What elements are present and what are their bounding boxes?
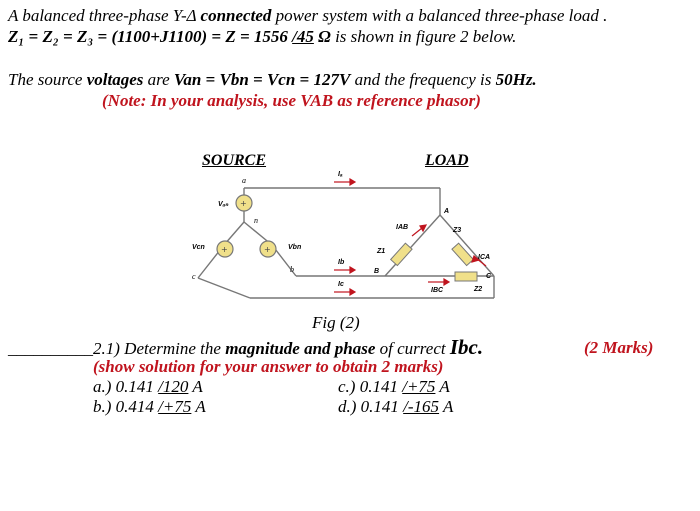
option-value: d.) 0.141 xyxy=(338,397,404,416)
impedance-z1 xyxy=(391,243,412,265)
source-title: SOURCE xyxy=(202,152,267,169)
option-unit: A xyxy=(188,377,203,396)
hint-text: (show solution for your answer to obtain 2 marks) xyxy=(93,357,444,376)
source-van xyxy=(236,195,252,211)
load-title: LOAD xyxy=(425,152,469,169)
ibc-label: IBC xyxy=(431,287,444,294)
intro-bold: connected xyxy=(200,6,272,25)
note-text: (Note: In your analysis, use VAB as reference phasor) xyxy=(102,91,481,110)
van-label: Vₐₙ xyxy=(218,201,229,208)
voltage-values: Van = Vbn = Vcn = 127V xyxy=(173,70,351,89)
answer-blank: __________ xyxy=(8,339,93,358)
figure-caption: Fig (2) xyxy=(312,313,360,332)
ic-label: Ic xyxy=(338,281,344,288)
z2-label: Z2 xyxy=(474,286,483,293)
option-angle: /+75 xyxy=(158,397,192,416)
question-text: of currect xyxy=(375,339,450,358)
impedance-text: Z₁ = Z₂ = Z₃ = (1100+J1100) = Z = 1556 xyxy=(8,27,293,46)
source-vbn xyxy=(260,241,276,257)
option-angle: /+75 xyxy=(402,377,436,396)
ia-label: Iₐ xyxy=(338,171,343,178)
intro-text: power system with a balanced three-phase load . xyxy=(271,6,608,25)
frequency-value: 50Hz. xyxy=(495,70,537,89)
delta-ab xyxy=(385,215,440,276)
marks-label: (2 Marks) xyxy=(584,338,654,357)
question-bold: magnitude and phase xyxy=(225,339,376,358)
option-unit: A xyxy=(435,377,450,396)
vbn-label: Vbn xyxy=(288,244,302,251)
option-angle: /120 xyxy=(158,377,189,396)
node-n-label: n xyxy=(254,216,258,225)
option-d[interactable] xyxy=(338,397,453,417)
option-value: a.) 0.141 xyxy=(93,377,159,396)
question-target: Ibc. xyxy=(449,335,484,359)
question-number: 2.1) xyxy=(93,339,120,358)
question-text: Determine the xyxy=(119,339,226,358)
option-value: b.) 0.414 xyxy=(93,397,159,416)
impedance-z2 xyxy=(455,272,477,281)
ohm-symbol: Ω xyxy=(313,27,331,46)
iab-label: IAB xyxy=(396,224,409,231)
z1-label: Z1 xyxy=(377,248,386,255)
intro-text: A balanced three-phase Y-Δ xyxy=(8,6,201,25)
node-b-label: b xyxy=(290,265,294,274)
wire-c2 xyxy=(198,278,250,298)
option-unit: A xyxy=(191,397,206,416)
node-c-label: c xyxy=(192,272,196,281)
intro-text: The source xyxy=(8,70,87,89)
ica-label: ICA xyxy=(478,254,491,261)
node-A-label: A xyxy=(444,208,450,215)
intro-bold: voltages xyxy=(86,70,144,89)
node-C-label: C xyxy=(486,273,492,280)
arrow-iab xyxy=(412,228,422,236)
option-c[interactable] xyxy=(338,377,450,397)
node-B-label: B xyxy=(374,268,380,275)
vcn-label: Vcn xyxy=(192,244,205,251)
node-a-label: a xyxy=(242,176,246,185)
svg-text:+: + xyxy=(221,245,228,254)
intro-text: and the frequency is xyxy=(350,70,496,89)
intro-text: are xyxy=(143,70,174,89)
z3-label: Z3 xyxy=(453,227,462,234)
option-angle: /-165 xyxy=(403,397,440,416)
option-unit: A xyxy=(439,397,454,416)
option-a[interactable] xyxy=(93,377,203,397)
impedance-angle: /45 xyxy=(292,27,314,46)
svg-text:+: + xyxy=(240,199,247,208)
ib-label: Ib xyxy=(338,259,345,266)
intro-text: is shown in figure 2 below. xyxy=(330,27,517,46)
impedance-z3 xyxy=(452,243,473,265)
option-b[interactable] xyxy=(93,397,206,417)
option-value: c.) 0.141 xyxy=(338,377,403,396)
delta-ca xyxy=(440,215,494,276)
source-vcn xyxy=(217,241,233,257)
svg-text:+: + xyxy=(264,245,271,254)
